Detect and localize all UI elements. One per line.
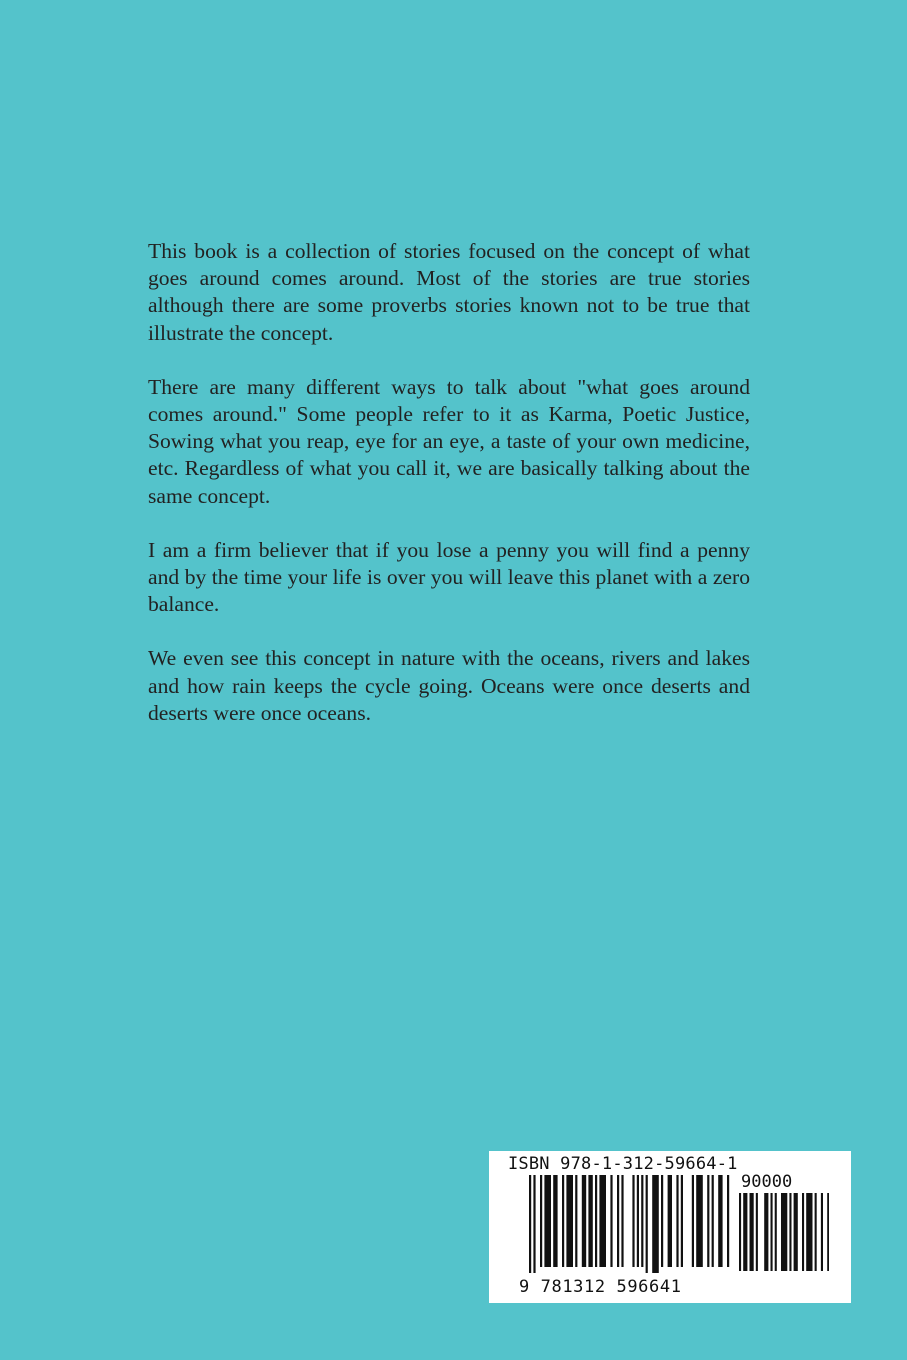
isbn-barcode-box [489, 1151, 851, 1303]
blurb-paragraph-1: This book is a collection of stories focused on the concept of what goes around comes around. Most of the stories are true stories although there are some proverbs stories known not to be true that illustrate the concept. [148, 239, 750, 345]
blurb-paragraph-4: We even see this concept in nature with the oceans, rivers and lakes and how rain keeps the cycle going. Oceans were once deserts and deserts were once oceans. [148, 646, 750, 725]
back-cover-blurb [148, 238, 750, 754]
ean-barcode-bars [529, 1175, 734, 1275]
ean-digits: 9 781312 596641 [519, 1277, 682, 1297]
blurb-paragraph-2: There are many different ways to talk about "what goes around comes around." Some people refer to it as Karma, Poetic Justice, Sowing what you reap, eye for an eye, a taste of your own medicine, etc. Regardless of what you call it, we are basically talking about the same concept. [148, 374, 750, 508]
price-code: 90000 [741, 1172, 793, 1192]
price-addon-bars [739, 1193, 829, 1275]
isbn-label: ISBN 978-1-312-59664-1 [508, 1154, 738, 1174]
blurb-paragraph-3: I am a firm believer that if you lose a penny you will find a penny and by the time your life is over you will leave this planet with a zero balance. [148, 537, 750, 617]
